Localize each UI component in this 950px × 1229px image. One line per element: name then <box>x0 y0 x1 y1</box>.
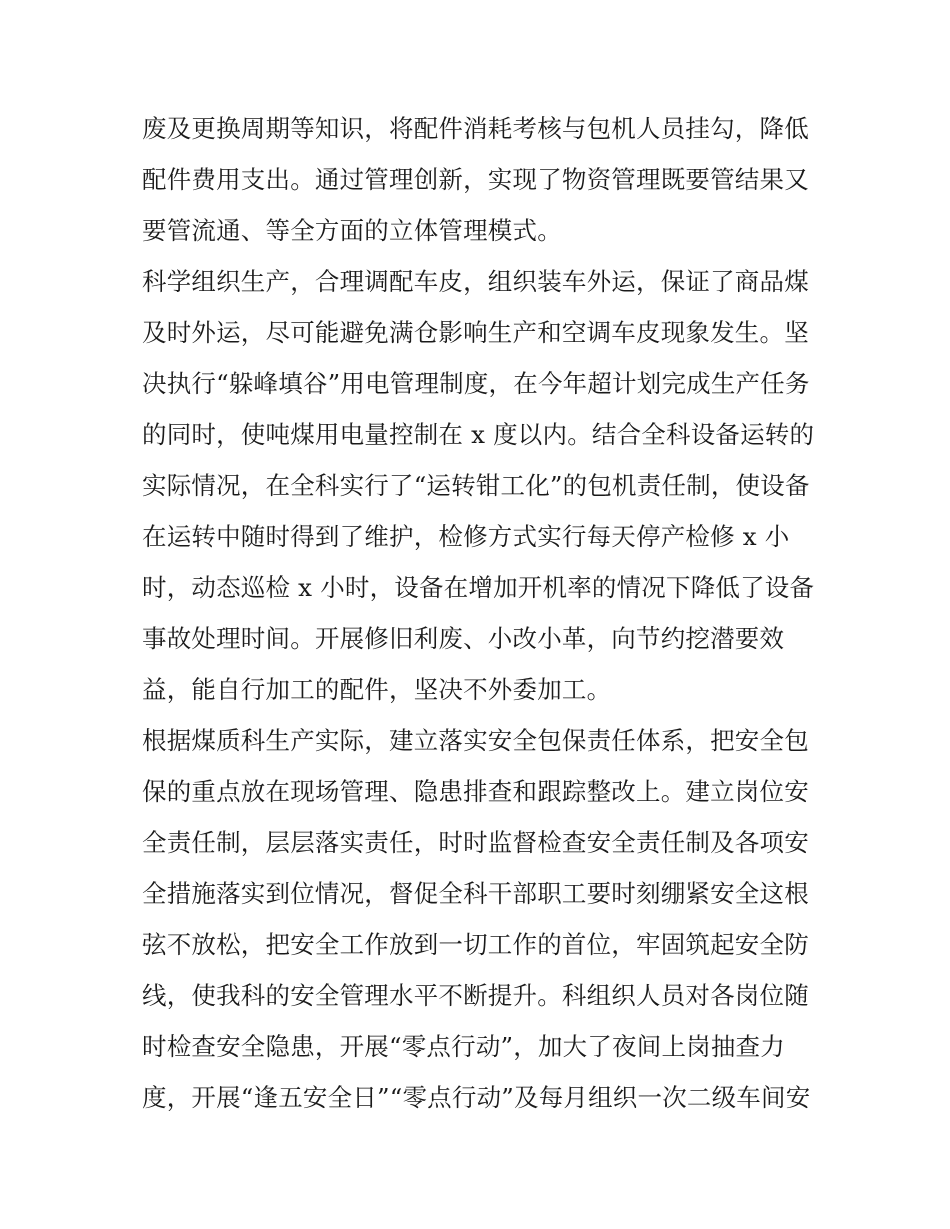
text-line: 全责任制，层层落实责任，时时监督检查安全责任制及各项安 <box>142 828 809 857</box>
text-line: 线，使我科的安全管理水平不断提升。科组织人员对各岗位随 <box>142 981 809 1010</box>
text-line: 科学组织生产，合理调配车皮，组织装车外运，保证了商品煤 <box>142 267 809 296</box>
text-line: 保的重点放在现场管理、隐患排查和跟踪整改上。建立岗位安 <box>142 777 809 806</box>
text-line: 事故处理时间。开展修旧利废、小改小革，向节约挖潜要效 <box>142 624 785 653</box>
text-line: 在运转中随时得到了维护，检修方式实行每天停产检修 x 小 <box>142 522 790 551</box>
text-line: 决执行“躲峰填谷”用电管理制度，在今年超计划完成生产任务 <box>142 369 810 398</box>
body-text <box>142 103 822 1123</box>
paragraph-2 <box>142 256 822 715</box>
paragraph-1 <box>142 103 822 256</box>
text-line: 及时外运，尽可能避免满仓影响生产和空调车皮现象发生。坚 <box>142 318 809 347</box>
text-line: 废及更换周期等知识，将配件消耗考核与包机人员挂勾，降低 <box>142 114 809 143</box>
text-line: 益，能自行加工的配件，坚决不外委加工。 <box>142 675 612 704</box>
text-line: 根据煤质科生产实际，建立落实安全包保责任体系，把安全包 <box>142 726 809 755</box>
text-line: 全措施落实到位情况，督促全科干部职工要时刻绷紧安全这根 <box>142 879 809 908</box>
text-line: 配件费用支出。通过管理创新，实现了物资管理既要管结果又 <box>142 165 809 194</box>
paragraph-3 <box>142 715 822 1123</box>
text-line: 实际情况，在全科实行了“运转钳工化”的包机责任制，使设备 <box>142 471 810 500</box>
text-line: 时检查安全隐患，开展“零点行动”，加大了夜间上岗抽查力 <box>142 1032 785 1061</box>
text-line: 要管流通、等全方面的立体管理模式。 <box>142 216 562 245</box>
text-line: 弦不放松，把安全工作放到一切工作的首位，牢固筑起安全防 <box>142 930 809 959</box>
text-line: 度，开展“逢五安全日”“零点行动”及每月组织一次二级车间安 <box>142 1083 811 1112</box>
text-line: 的同时，使吨煤用电量控制在 x 度以内。结合全科设备运转的 <box>142 420 815 449</box>
text-line: 时，动态巡检 x 小时，设备在增加开机率的情况下降低了设备 <box>142 573 815 602</box>
